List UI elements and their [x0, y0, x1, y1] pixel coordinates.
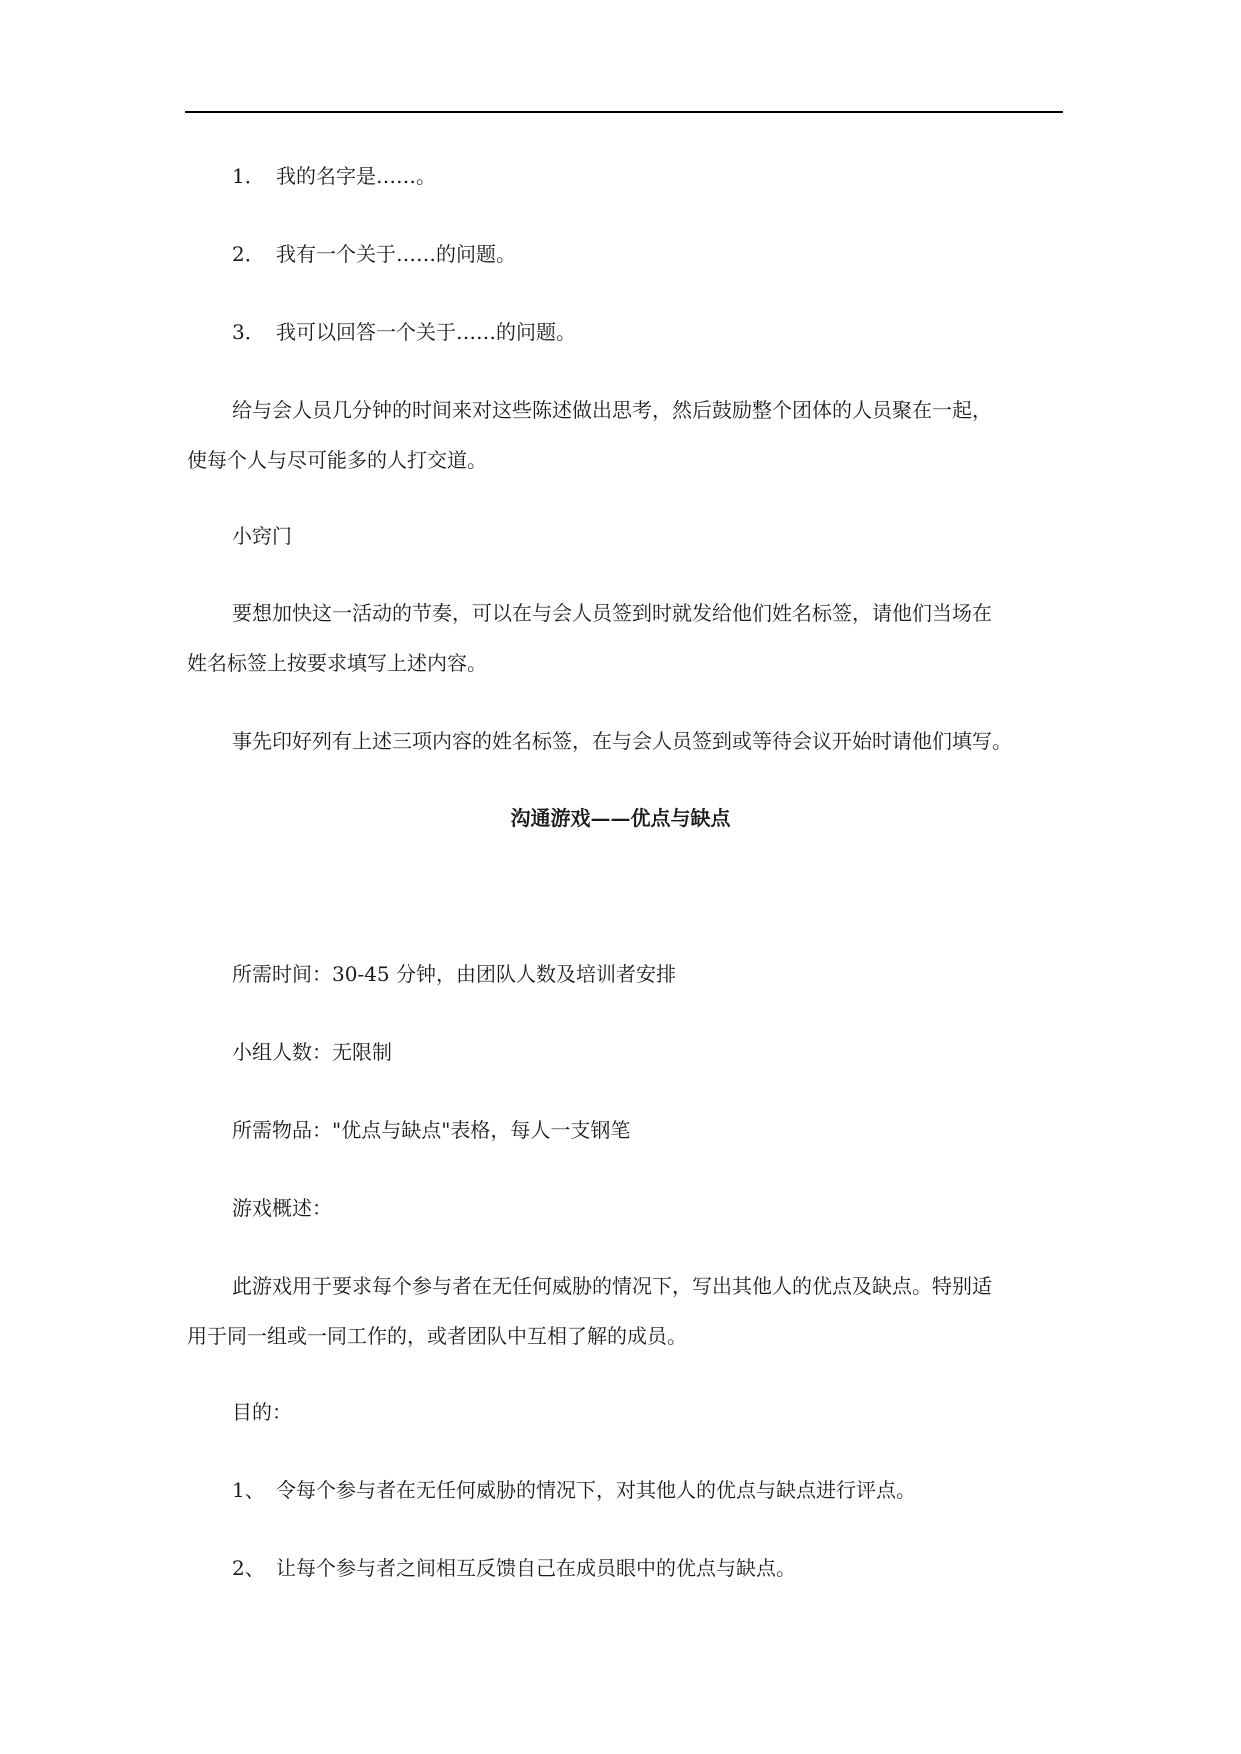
list-item: [232, 1476, 916, 1504]
paragraph-line: 要想加快这一活动的节奏，可以在与会人员签到时就发给他们姓名标签，请他们当场在: [232, 601, 992, 625]
list-number: 3．: [232, 320, 265, 344]
overview-heading: 游戏概述：: [232, 1196, 332, 1220]
tip-heading: 小窍门: [232, 524, 292, 548]
paragraph-line: 姓名标签上按要求填写上述内容。: [187, 651, 487, 675]
purpose-heading: 目的：: [232, 1400, 292, 1424]
time-required: 所需时间：30-45 分钟，由团队人数及培训者安排: [232, 962, 677, 986]
list-text: 让每个参与者之间相互反馈自己在成员眼中的优点与缺点。: [276, 1556, 796, 1580]
paragraph-line: 给与会人员几分钟的时间来对这些陈述做出思考，然后鼓励整个团体的人员聚在一起，: [232, 398, 992, 422]
section-title: 沟通游戏——优点与缺点: [510, 806, 731, 830]
materials: 所需物品："优点与缺点"表格，每人一支钢笔: [232, 1118, 631, 1142]
list-item: [232, 1554, 796, 1582]
group-size: 小组人数：无限制: [232, 1040, 392, 1064]
paragraph-line: 用于同一组或一同工作的，或者团队中互相了解的成员。: [187, 1324, 687, 1348]
header-rule: [185, 111, 1063, 113]
list-text: 我有一个关于……的问题。: [276, 242, 516, 266]
list-item: [232, 318, 576, 346]
list-text: 令每个参与者在无任何威胁的情况下，对其他人的优点与缺点进行评点。: [276, 1478, 916, 1502]
paragraph-line: 此游戏用于要求每个参与者在无任何威胁的情况下，写出其他人的优点及缺点。特别适: [232, 1274, 992, 1298]
paragraph-line: 使每个人与尽可能多的人打交道。: [187, 448, 487, 472]
list-item: [232, 162, 436, 190]
list-item: [232, 240, 516, 268]
list-number: 1．: [232, 164, 265, 188]
list-text: 我的名字是……。: [276, 164, 436, 188]
list-number: 1、: [232, 1478, 265, 1502]
list-number: 2．: [232, 242, 265, 266]
list-number: 2、: [232, 1556, 265, 1580]
paragraph-line: 事先印好列有上述三项内容的姓名标签，在与会人员签到或等待会议开始时请他们填写。: [232, 729, 1012, 753]
list-text: 我可以回答一个关于……的问题。: [276, 320, 576, 344]
